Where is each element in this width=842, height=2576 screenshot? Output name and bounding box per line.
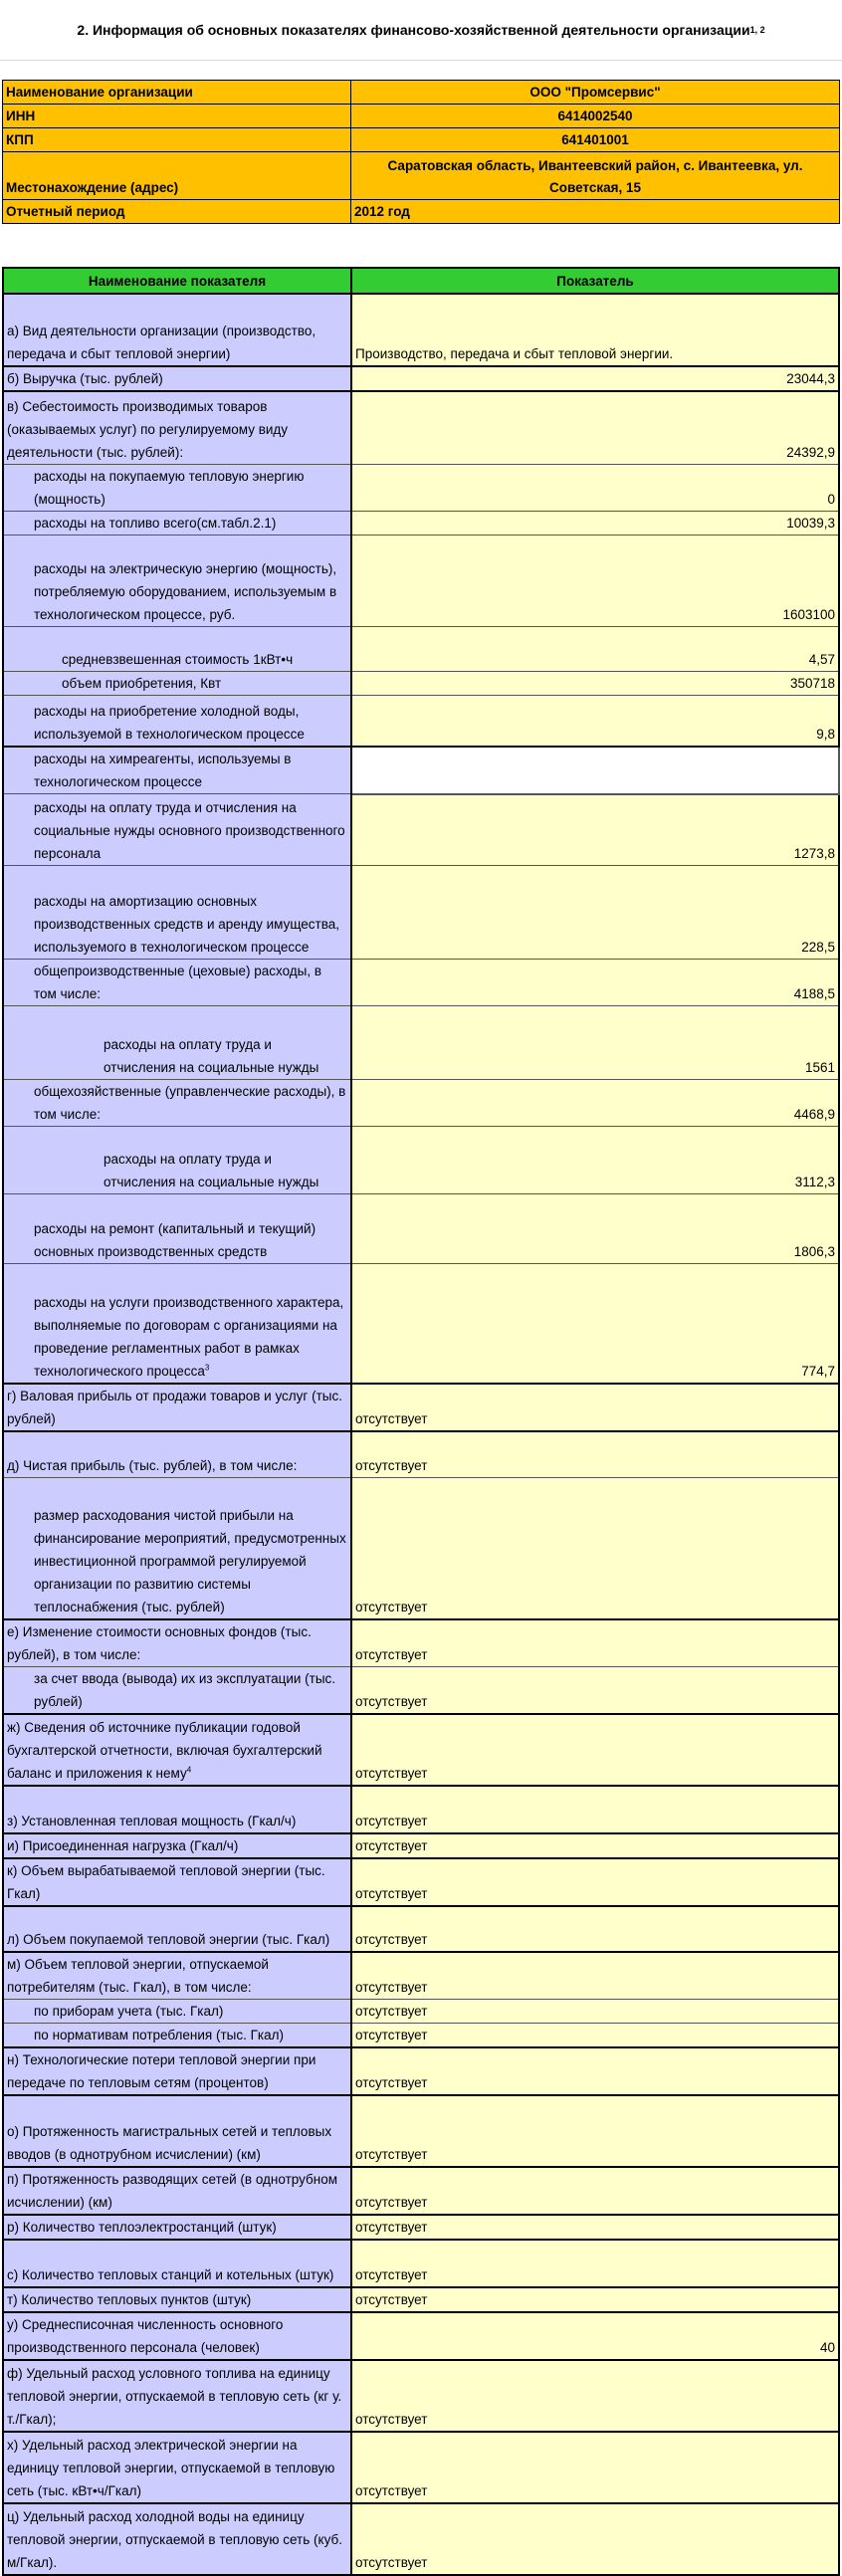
indicator-name (3, 671, 351, 695)
indicator-name-text: е) Изменение стоимости основных фондов (тыс. рублей), в том числе: (7, 1623, 312, 1662)
indicator-name (3, 1384, 351, 1431)
indicator-name (3, 1666, 351, 1714)
table-row (3, 1478, 839, 1619)
indicator-value: отсутствует (351, 1906, 839, 1952)
indicator-name (3, 2503, 351, 2575)
table-row (3, 2287, 839, 2312)
indicator-name-text: л) Объем покупаемой тепловой энергии (тыс. Гкал) (7, 1931, 330, 1947)
table-row (3, 1833, 839, 1858)
indicator-name-text: по нормативам потребления (тыс. Гкал) (34, 2028, 284, 2042)
indicator-name (3, 2047, 351, 2095)
table-row (3, 1080, 839, 1127)
indicator-name-text: х) Удельный расход электрической энергии на единицу тепловой энергии, отпускаемой в тепловую сеть (тыс. кВт•ч/Гкал) (7, 2438, 335, 2498)
table-row (3, 294, 839, 366)
indicator-value: отсутствует (351, 2215, 839, 2240)
table-row (3, 511, 839, 535)
indicator-name (3, 1478, 351, 1619)
indicator-name-text: ф) Удельный расход условного топлива на единицу тепловой энергии, отпускаемой в тепловую сеть (кг у. т./Гкал); (7, 2366, 342, 2427)
org-period-row (3, 200, 840, 224)
indicator-name (3, 1264, 351, 1384)
indicator-name-text: б) Выручка (тыс. рублей) (7, 371, 163, 386)
indicator-name (3, 2000, 351, 2024)
table-row (3, 1906, 839, 1952)
table-row (3, 671, 839, 695)
indicator-value: 774,7 (351, 1264, 839, 1384)
table-row (3, 1384, 839, 1431)
indicator-name (3, 626, 351, 671)
org-name-label: Наименование организации (3, 81, 351, 105)
indicator-name-text: размер расходования чистой прибыли на финансирование мероприятий, предусмотренных инвестиционной программой регулируемой организации по развитию системы теплоснабжения (тыс. рублей) (34, 1507, 346, 1614)
table-row (3, 1264, 839, 1384)
indicator-name (3, 2287, 351, 2312)
indicator-name (3, 1952, 351, 2000)
indicator-value: 228,5 (351, 866, 839, 960)
table-row (3, 1127, 839, 1194)
indicator-name-text: общепроизводственные (цеховые) расходы, в том числе: (34, 964, 322, 1001)
indicator-name-text: общехозяйственные (управленческие расходы), в том числе: (34, 1084, 346, 1122)
indicator-name (3, 294, 351, 366)
org-address-row (3, 152, 840, 200)
org-inn-label: ИНН (3, 105, 351, 128)
table-row (3, 464, 839, 511)
indicator-name-text: расходы на услуги производственного характера, выполняемые по договорам с организациями на проведение регламентных работ в рамках технологического процесса (34, 1294, 344, 1379)
indicator-name-text: за счет ввода (вывода) их из эксплуатации (тыс. рублей) (34, 1670, 336, 1709)
table-header-row (3, 268, 839, 294)
indicator-name-text: объем приобретения, Квт (62, 675, 222, 691)
indicator-name (3, 695, 351, 747)
column-header-value: Показатель (351, 268, 839, 294)
indicator-name (3, 2240, 351, 2287)
indicator-name-text: средневзвешенная стоимость 1кВт•ч (62, 651, 294, 667)
indicator-name (3, 1858, 351, 1906)
footnote-marker: 3 (204, 1363, 210, 1372)
table-row (3, 2360, 839, 2432)
indicator-name (3, 1006, 351, 1080)
indicator-value: 4468,9 (351, 1080, 839, 1127)
indicator-name-text: о) Протяженность магистральных сетей и тепловых вводов (в однотрубном исчислении) (км) (7, 2124, 332, 2162)
indicator-name (3, 1431, 351, 1478)
sheet-gridlines (0, 60, 842, 81)
table-row (3, 1714, 839, 1786)
indicator-name-text: расходы на топливо всего(см.табл.2.1) (34, 515, 277, 531)
table-row (3, 391, 839, 464)
indicator-value: 1561 (351, 1006, 839, 1080)
indicator-name-text: расходы на амортизацию основных производственных средств и аренду имущества, используемого в технологическом процессе (34, 894, 339, 955)
indicator-value: отсутствует (351, 1858, 839, 1906)
indicator-value: 9,8 (351, 695, 839, 747)
org-inn-row (3, 105, 840, 128)
org-kpp-row (3, 128, 840, 152)
table-row (3, 866, 839, 960)
indicator-value: отсутствует (351, 2240, 839, 2287)
indicator-value: отсутствует (351, 2432, 839, 2503)
indicator-name-text: т) Количество тепловых пунктов (штук) (7, 2292, 252, 2307)
indicator-name-text: д) Чистая прибыль (тыс. рублей), в том числе: (7, 1458, 298, 1473)
indicator-name-text: р) Количество теплоэлектростанций (штук) (7, 2220, 277, 2235)
indicator-name (3, 2167, 351, 2215)
indicator-value: 1806,3 (351, 1194, 839, 1264)
table-row (3, 1619, 839, 1667)
indicator-name-text: расходы на приобретение холодной воды, используемой в технологическом процессе (34, 704, 305, 742)
table-row (3, 1952, 839, 2000)
indicator-name-text: ж) Сведения об источнике публикации годовой бухгалтерской отчетности, включая бухгалтерский баланс и приложения к нему (7, 1719, 322, 1781)
indicator-name (3, 2024, 351, 2048)
indicator-name (3, 511, 351, 535)
indicator-name (3, 2215, 351, 2240)
table-row (3, 2432, 839, 2503)
footnote-marker: 4 (186, 1765, 192, 1774)
indicator-value: отсутствует (351, 2095, 839, 2167)
indicator-value: 350718 (351, 671, 839, 695)
table-row (3, 960, 839, 1006)
indicator-value: отсутствует (351, 1952, 839, 2000)
indicator-name (3, 2432, 351, 2503)
indicator-value (351, 747, 839, 794)
indicator-name-text: расходы на ремонт (капитальный и текущий) основных производственных средств (34, 1221, 316, 1259)
indicator-name (3, 2095, 351, 2167)
indicator-name (3, 1833, 351, 1858)
indicator-value: 24392,9 (351, 391, 839, 464)
indicator-name (3, 366, 351, 391)
indicator-name-text: по приборам учета (тыс. Гкал) (34, 2004, 224, 2019)
table-row (3, 2312, 839, 2360)
indicator-value: отсутствует (351, 1384, 839, 1431)
table-row (3, 2024, 839, 2048)
table-row (3, 1194, 839, 1264)
indicator-value: отсутствует (351, 2360, 839, 2432)
table-row (3, 535, 839, 626)
indicator-name (3, 2312, 351, 2360)
indicator-value: отсутствует (351, 1619, 839, 1667)
indicator-value: отсутствует (351, 1833, 839, 1858)
indicator-name-text: расходы на электрическую энергию (мощность), потребляемую оборудованием, используемым в технологическом процессе, руб. (34, 560, 337, 622)
indicator-name-text: в) Себестоимость производимых товаров (оказываемых услуг) по регулируемому виду деятельности (тыс. рублей): (7, 398, 289, 460)
table-row (3, 2503, 839, 2575)
page-title: 2. Информация об основных показателях финансово-хозяйственной деятельности организации 1, 2 (77, 22, 765, 38)
org-inn-value: 6414002540 (351, 105, 840, 128)
financial-indicators-table (2, 267, 840, 2576)
indicator-value: отсутствует (351, 1714, 839, 1786)
indicator-name-text: расходы на оплату труда и отчисления на социальные нужды (104, 1152, 319, 1189)
indicator-value: отсутствует (351, 2287, 839, 2312)
indicator-name-text: и) Присоединенная нагрузка (Гкал/ч) (7, 1837, 239, 1853)
table-row (3, 1786, 839, 1833)
org-kpp-value: 641401001 (351, 128, 840, 152)
indicator-value: 1603100 (351, 535, 839, 626)
table-row (3, 794, 839, 866)
indicator-value: отсутствует (351, 2503, 839, 2575)
table-row (3, 1006, 839, 1080)
table-row (3, 2095, 839, 2167)
indicator-name (3, 1786, 351, 1833)
indicator-value: отсутствует (351, 2024, 839, 2048)
indicator-value: 4188,5 (351, 960, 839, 1006)
org-kpp-label: КПП (3, 128, 351, 152)
org-period-label: Отчетный период (3, 200, 351, 224)
indicator-name-text: у) Среднесписочная численность основного производственного персонала (человек) (7, 2317, 284, 2355)
table-row (3, 2240, 839, 2287)
indicator-name-text: ц) Удельный расход холодной воды на единицу тепловой энергии, отпускаемой в тепловую сеть (куб. м/Гкал). (7, 2509, 342, 2570)
indicator-value: 3112,3 (351, 1127, 839, 1194)
indicator-value: 0 (351, 464, 839, 511)
table-row (3, 2167, 839, 2215)
indicator-name (3, 464, 351, 511)
table-row (3, 747, 839, 794)
indicator-name (3, 960, 351, 1006)
indicator-name (3, 747, 351, 794)
indicator-value: отсутствует (351, 1786, 839, 1833)
indicator-name (3, 1194, 351, 1264)
organization-info-table (2, 80, 840, 224)
indicator-name-text: а) Вид деятельности организации (производство, передача и сбыт тепловой энергии) (7, 323, 316, 361)
indicator-value: отсутствует (351, 1431, 839, 1478)
column-header-name: Наименование показателя (3, 268, 351, 294)
indicator-name-text: расходы на покупаемую тепловую энергию (мощность) (34, 468, 305, 507)
page-title-text: 2. Информация об основных показателях финансово-хозяйственной деятельности организации (77, 22, 750, 38)
indicator-name (3, 535, 351, 626)
indicator-value: 23044,3 (351, 366, 839, 391)
table-row (3, 2000, 839, 2024)
indicator-name-text: расходы на оплату труда и отчисления на социальные нужды основного производственного персонала (34, 800, 345, 861)
table-row (3, 1666, 839, 1714)
indicator-value: отсутствует (351, 2000, 839, 2024)
indicator-name (3, 391, 351, 464)
table-row (3, 2047, 839, 2095)
indicator-value: 40 (351, 2312, 839, 2360)
indicator-name-text: расходы на химреагенты, используемы в технологическом процессе (34, 751, 292, 789)
indicator-name-text: н) Технологические потери тепловой энергии при передаче по тепловым сетям (процентов) (7, 2052, 316, 2090)
org-period-value: 2012 год (351, 200, 840, 224)
indicator-value: отсутствует (351, 2167, 839, 2215)
indicator-name (3, 1080, 351, 1127)
indicator-name-text: с) Количество тепловых станций и котельных (штук) (7, 2267, 334, 2282)
table-row (3, 366, 839, 391)
indicator-name (3, 1127, 351, 1194)
table-row (3, 2215, 839, 2240)
indicator-name (3, 1619, 351, 1667)
table-row (3, 695, 839, 747)
indicator-name-text: расходы на оплату труда и отчисления на социальные нужды (104, 1037, 319, 1075)
org-address-value: Саратовская область, Ивантеевский район, с. Ивантеевка, ул. Советская, 15 (351, 152, 840, 200)
indicator-value: 1273,8 (351, 794, 839, 866)
indicator-name-text: м) Объем тепловой энергии, отпускаемой потребителям (тыс. Гкал), в том числе: (7, 1957, 269, 1995)
indicator-value: отсутствует (351, 1478, 839, 1619)
indicator-name-text: п) Протяженность разводящих сетей (в однотрубном исчислении) (км) (7, 2172, 338, 2210)
indicator-value: отсутствует (351, 1666, 839, 1714)
table-row (3, 626, 839, 671)
indicator-value: 10039,3 (351, 511, 839, 535)
indicator-name-text: к) Объем вырабатываемой тепловой энергии (тыс. Гкал) (7, 1862, 325, 1901)
indicator-value: отсутствует (351, 2047, 839, 2095)
table-row (3, 1858, 839, 1906)
indicator-name (3, 1714, 351, 1786)
org-address-label: Местонахождение (адрес) (3, 152, 351, 200)
org-name-row (3, 81, 840, 105)
indicator-name (3, 2360, 351, 2432)
org-name-value: ООО "Промсервис" (351, 81, 840, 105)
indicator-name (3, 866, 351, 960)
indicator-value: Производство, передача и сбыт тепловой энергии. (351, 294, 839, 366)
indicator-name (3, 1906, 351, 1952)
indicator-name-text: з) Установленная тепловая мощность (Гкал/ч) (7, 1813, 297, 1828)
table-row (3, 1431, 839, 1478)
indicator-name (3, 794, 351, 866)
indicator-value: 4,57 (351, 626, 839, 671)
indicator-name-text: г) Валовая прибыль от продажи товаров и услуг (тыс. рублей) (7, 1388, 342, 1426)
